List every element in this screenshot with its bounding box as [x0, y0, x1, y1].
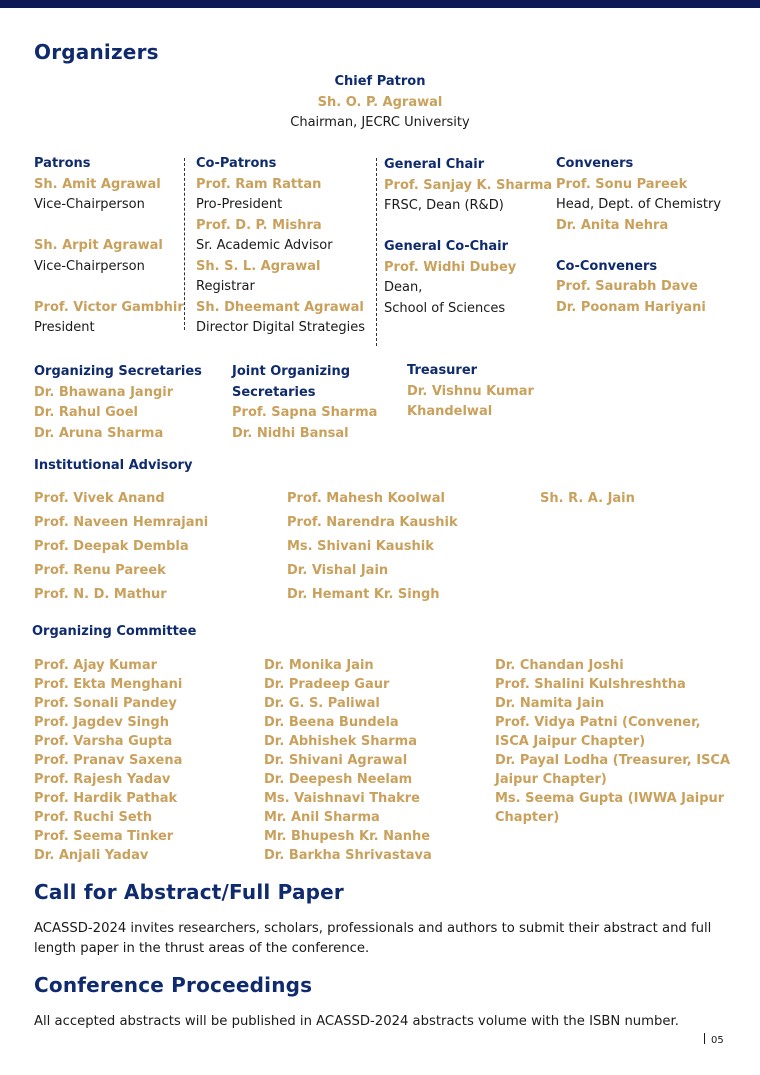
committee-col-3: [495, 656, 730, 827]
member-name: Prof. Shalini Kulshreshtha: [495, 677, 686, 692]
organizing-secretaries-list: [34, 383, 202, 445]
member-name: ISCA Jaipur Chapter): [495, 734, 646, 749]
committee-col-1: [34, 656, 182, 865]
member-name: Prof. D. P. Mishra: [196, 217, 322, 233]
member-name: Prof. Saurabh Dave: [556, 279, 698, 294]
conveners-title: Conveners: [556, 156, 634, 171]
column-divider: [376, 158, 377, 346]
member-role: Pro-President: [196, 197, 283, 212]
member-name: Sh. Amit Agrawal: [34, 176, 161, 192]
column-divider: [184, 158, 185, 330]
member-name: Ms. Seema Gupta (IWWA Jaipur: [495, 791, 725, 806]
member-name: Dr. Abhishek Sharma: [264, 734, 417, 749]
member-name: Dr. Vishal Jain: [287, 563, 389, 578]
member-name: Dr. Bhawana Jangir: [34, 384, 174, 400]
member-name: Sh. R. A. Jain: [540, 491, 635, 506]
member-name: Prof. Mahesh Koolwal: [287, 491, 445, 506]
spacer: [34, 277, 184, 298]
member-name: Dr. Anita Nehra: [556, 217, 669, 233]
member-name: Chapter): [495, 810, 560, 825]
member-name: Prof. Widhi Dubey: [384, 259, 517, 275]
chief-patron-name: Sh. O. P. Agrawal: [317, 94, 443, 110]
member-name: Sh. Dheemant Agrawal: [196, 299, 364, 315]
patrons-block: [34, 154, 184, 339]
member-name: Prof. Sonu Pareek: [556, 176, 688, 192]
member-name: Prof. Ekta Menghani: [34, 677, 183, 692]
member-name: Prof. Vidya Patni (Convener,: [495, 715, 701, 730]
member-name: Mr. Anil Sharma: [264, 810, 380, 825]
member-role: Registrar: [196, 279, 255, 294]
chief-patron-role: Chairman, JECRC University: [290, 115, 470, 130]
member-name: Dr. Payal Lodha (Treasurer, ISCA: [495, 753, 731, 768]
member-name: Dr. Pradeep Gaur: [264, 677, 390, 692]
chief-patron-title: Chief Patron: [334, 74, 426, 89]
spacer: [34, 216, 184, 237]
call-for-papers-text: ACASSD-2024 invites researchers, scholars, professionals and authors to submit their abstract and full length paper in the thrust areas of the conference.: [34, 921, 712, 956]
member-name: Dr. Rahul Goel: [34, 405, 138, 420]
member-name: Prof. Ram Rattan: [196, 176, 322, 192]
organizing-secretaries-title: Organizing Secretaries: [34, 364, 202, 379]
proceedings-text: All accepted abstracts will be published in ACASSD-2024 abstracts volume with the ISBN number.: [34, 1014, 679, 1029]
member-name: Ms. Shivani Kaushik: [287, 539, 434, 554]
section-title-line: Secretaries: [232, 384, 316, 400]
committee-col-2: [264, 656, 432, 865]
section-title-line: Joint Organizing: [232, 364, 351, 379]
member-name: Prof. Deepak Dembla: [34, 539, 189, 554]
member-name: Khandelwal: [407, 404, 493, 419]
general-chair-list: [384, 176, 552, 320]
member-name: Prof. Sapna Sharma: [232, 405, 378, 420]
institutional-advisory-heading: [34, 456, 192, 477]
member-name: Dr. G. S. Paliwal: [264, 696, 380, 711]
member-name: Mr. Bhupesh Kr. Nanhe: [264, 829, 431, 844]
member-name: Prof. Narendra Kaushik: [287, 515, 458, 530]
member-name: Dr. Nidhi Bansal: [232, 425, 349, 441]
member-role: FRSC, Dean (R&D): [384, 198, 504, 213]
joint-organizing-title: [232, 362, 377, 403]
institutional-advisory-title: Institutional Advisory: [34, 458, 193, 473]
conveners-list: [556, 175, 721, 319]
member-name: Dr. Namita Jain: [495, 696, 605, 711]
section-subtitle: General Co-Chair: [384, 239, 509, 254]
member-name: Prof. Vivek Anand: [34, 491, 165, 506]
member-name: Dr. Barkha Shrivastava: [264, 848, 432, 863]
member-name: Prof. N. D. Mathur: [34, 587, 167, 602]
member-name: Prof. Seema Tinker: [34, 829, 174, 844]
advisory-col-1: [34, 487, 208, 607]
member-role: Dean,: [384, 280, 423, 295]
member-name: Prof. Ruchi Seth: [34, 810, 153, 825]
member-name: Prof. Renu Pareek: [34, 563, 166, 578]
member-name: Dr. Monika Jain: [264, 658, 374, 673]
member-name: Dr. Deepesh Neelam: [264, 772, 413, 787]
conveners-block: [556, 154, 721, 318]
organizing-committee-title: Organizing Committee: [32, 624, 197, 639]
member-name: Prof. Sonali Pandey: [34, 696, 177, 711]
spacer: [384, 217, 552, 238]
chief-patron-block: [0, 72, 760, 134]
member-name: Prof. Varsha Gupta: [34, 734, 173, 749]
member-name: Sh. Arpit Agrawal: [34, 238, 163, 253]
organizers-heading: Organizers: [34, 40, 159, 64]
member-name: Dr. Aruna Sharma: [34, 425, 164, 441]
member-role: School of Sciences: [384, 300, 506, 316]
member-name: Prof. Rajesh Yadav: [34, 772, 171, 787]
treasurer-title: Treasurer: [407, 363, 478, 378]
member-name: Jaipur Chapter): [495, 772, 607, 787]
advisory-col-2: [287, 487, 458, 607]
member-name: Dr. Hemant Kr. Singh: [287, 587, 440, 602]
member-name: Dr. Anjali Yadav: [34, 848, 149, 863]
joint-organizing-list: [232, 403, 377, 444]
member-name: Prof. Pranav Saxena: [34, 753, 183, 768]
member-name: Dr. Beena Bundela: [264, 715, 399, 730]
general-chair-title: General Chair: [384, 157, 485, 172]
treasurer-list: [407, 382, 534, 423]
spacer: [556, 236, 721, 257]
advisory-col-3: [540, 487, 635, 511]
organizing-committee-heading: [32, 622, 196, 643]
top-bar: [0, 0, 760, 8]
member-role: Head, Dept. of Chemistry: [556, 197, 722, 212]
member-role: Vice-Chairperson: [34, 197, 145, 212]
member-name: Prof. Hardik Pathak: [34, 791, 178, 806]
member-name: Dr. Poonam Hariyani: [556, 299, 706, 315]
call-for-papers-heading: Call for Abstract/Full Paper: [34, 880, 344, 904]
member-role: Sr. Academic Advisor: [196, 238, 333, 253]
joint-organizing-block: [232, 362, 377, 444]
treasurer-block: [407, 361, 534, 423]
member-name: Dr. Shivani Agrawal: [264, 753, 408, 768]
member-name: Prof. Ajay Kumar: [34, 658, 157, 673]
member-name: Dr. Chandan Joshi: [495, 658, 624, 673]
co-patrons-list: [196, 175, 365, 339]
patrons-list: [34, 175, 184, 339]
member-name: Sh. S. L. Agrawal: [196, 258, 321, 274]
page-number: 05: [704, 1033, 724, 1046]
member-name: Ms. Vaishnavi Thakre: [264, 791, 420, 806]
member-name: Prof. Jagdev Singh: [34, 715, 169, 730]
member-name: Prof. Sanjay K. Sharma: [384, 177, 553, 193]
member-name: Prof. Victor Gambhir: [34, 299, 184, 315]
member-name: Dr. Vishnu Kumar: [407, 383, 534, 399]
organizing-secretaries-block: [34, 362, 202, 444]
member-name: Prof. Naveen Hemrajani: [34, 515, 209, 530]
co-patrons-title: Co-Patrons: [196, 156, 277, 171]
co-patrons-block: [196, 154, 365, 339]
member-role: Vice-Chairperson: [34, 258, 145, 274]
section-subtitle: Co-Conveners: [556, 258, 658, 274]
patrons-title: Patrons: [34, 156, 91, 171]
proceedings-heading: Conference Proceedings: [34, 973, 313, 997]
member-role: President: [34, 320, 95, 335]
general-chair-block: [384, 155, 552, 319]
member-role: Director Digital Strategies: [196, 320, 366, 335]
